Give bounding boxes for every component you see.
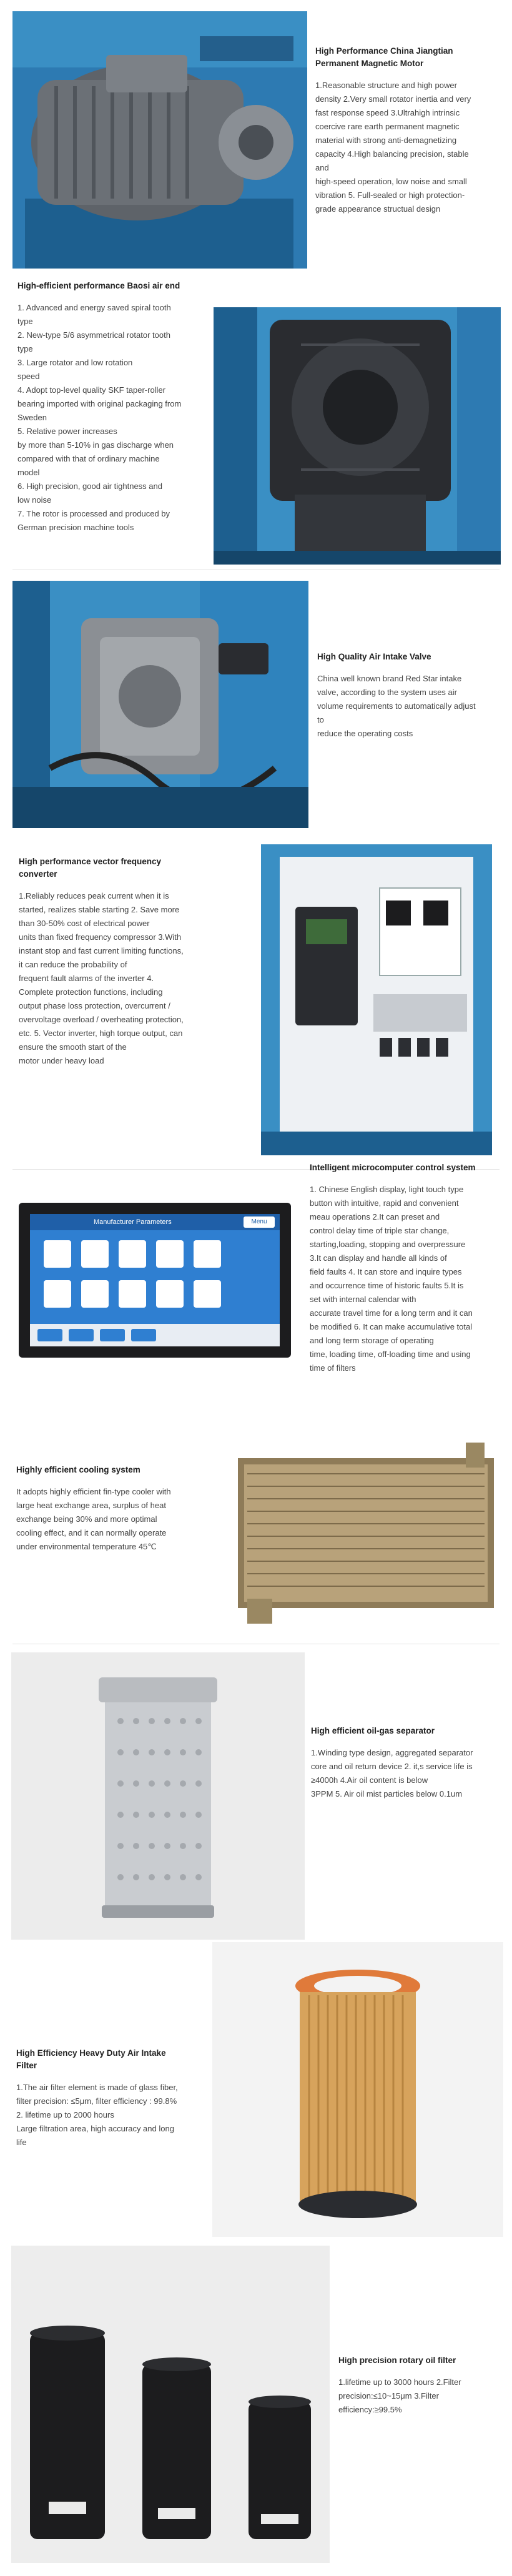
section-body	[317, 672, 505, 741]
body-line: button with intuitive, rapid and convenient	[310, 1198, 459, 1208]
body-line: German precision machine tools	[17, 523, 134, 532]
motor-text	[315, 45, 503, 216]
intake-valve-text	[317, 651, 505, 741]
body-line: 1.Reliably reduces peak current when it is	[19, 891, 169, 901]
section-body	[16, 1485, 222, 1554]
cooler-photo-icon	[229, 1436, 503, 1634]
section-title	[310, 1162, 503, 1174]
body-line: and occurrence time of historic faults 5.It is	[310, 1281, 464, 1290]
body-line: 1.Reasonable structure and high power	[315, 81, 457, 90]
title-line: Filter	[16, 2061, 37, 2070]
motor-photo-icon	[12, 11, 307, 269]
title-line: Highly efficient cooling system	[16, 1465, 140, 1474]
body-line: 5. Relative power increases	[17, 427, 117, 436]
screen-title: Manufacturer Parameters	[94, 1218, 172, 1226]
body-line: it can reduce the probability of	[19, 960, 127, 969]
body-line: field faults 4. It can store and inquire types	[310, 1267, 462, 1276]
title-line: Intelligent microcomputer control system	[310, 1163, 476, 1172]
body-line: 1. Chinese English display, light touch type	[310, 1185, 464, 1194]
title-line: converter	[19, 869, 57, 879]
body-line: compared with that of ordinary machine	[17, 454, 160, 463]
body-line: instant stop and fast current limiting functions,	[19, 946, 184, 955]
body-line: by more than 5-10% in gas discharge when	[17, 440, 174, 450]
body-line: capacity 4.High balancing precision, stable	[315, 149, 469, 159]
title-line: High-efficient performance Baosi air end	[17, 281, 180, 290]
body-line: life	[16, 2138, 27, 2147]
body-line: vibration 5. Full-sealed or high protection-	[315, 190, 465, 200]
body-line: output phase loss protection, overcurrent /	[19, 1001, 170, 1010]
body-line: type	[17, 317, 33, 326]
body-line: large heat exchange area, surplus of heat	[16, 1501, 166, 1510]
body-line: precision:≤10~15μm 3.Filter	[338, 2391, 439, 2401]
section-body	[311, 1746, 505, 1801]
section-motor	[0, 0, 512, 275]
body-line: 3.It can display and handle all kinds of	[310, 1253, 447, 1263]
body-line: ensure the smooth start of the	[19, 1042, 127, 1052]
cooler-text	[16, 1464, 222, 1554]
body-line: 3PPM 5. Air oil mist particles below 0.1um	[311, 1789, 463, 1799]
body-line: valve, according to the system uses air	[317, 688, 457, 697]
separator-text	[311, 1725, 505, 1801]
body-line: filter precision: ≤5μm, filter efficiency : 99.8%	[16, 2096, 177, 2106]
body-line: frequent fault alarms of the inverter 4.	[19, 974, 154, 983]
title-line: Permanent Magnetic Motor	[315, 59, 424, 68]
oil-filter-photo-icon	[11, 2246, 330, 2563]
body-line: units than fixed frequency compressor 3.With	[19, 932, 182, 942]
body-line: exchange being 30% and more optimal	[16, 1514, 157, 1524]
body-line: high-speed operation, low noise and small	[315, 177, 467, 186]
section-title	[315, 45, 503, 70]
body-line: 1.The air filter element is made of glass fiber,	[16, 2083, 178, 2092]
body-line: grade appearance structual design	[315, 204, 441, 214]
body-line: set with internal calendar with	[310, 1295, 416, 1304]
section-title	[16, 1464, 222, 1476]
section-body	[19, 889, 225, 1068]
body-line: 1.lifetime up to 3000 hours 2.Filter	[338, 2377, 461, 2387]
body-line: 4. Adopt top-level quality SKF taper-roller	[17, 385, 166, 395]
section-body	[16, 2081, 222, 2149]
section-title	[19, 856, 225, 881]
body-line: Sweden	[17, 413, 47, 422]
body-line: speed	[17, 372, 40, 381]
title-line: High Efficiency Heavy Duty Air Intake	[16, 2048, 166, 2058]
title-line: High precision rotary oil filter	[338, 2356, 456, 2365]
section-inverter	[0, 837, 512, 1174]
section-body	[338, 2376, 507, 2417]
section-air-filter	[0, 1942, 512, 2242]
air-end-photo-icon	[214, 307, 501, 565]
body-line: under environmental temperature 45℃	[16, 1542, 157, 1551]
screen-menu-button: Menu	[251, 1218, 267, 1225]
body-line: bearing imported with original packaging from	[17, 399, 182, 408]
section-controller	[0, 1163, 512, 1449]
body-line: fast response speed 3.Ultrahigh intrinsic	[315, 108, 460, 117]
body-line: core and oil return device 2. it,s service life is	[311, 1762, 473, 1771]
title-line: High efficient oil-gas separator	[311, 1726, 435, 1735]
inverter-text	[19, 856, 225, 1068]
body-line: overvoltage overload / overheating protection,	[19, 1015, 184, 1024]
inverter-cabinet-photo-icon	[261, 844, 492, 1155]
body-line: be modified 6. It can make accumulative total	[310, 1322, 473, 1331]
body-line: motor under heavy load	[19, 1056, 104, 1065]
body-line: control delay time of triple star change,	[310, 1226, 450, 1235]
oil-filter-text	[338, 2354, 507, 2417]
body-line: China well known brand Red Star intake	[317, 674, 462, 683]
section-intake-valve	[0, 575, 512, 837]
section-title	[338, 2354, 507, 2367]
body-line: time of filters	[310, 1363, 356, 1373]
body-line: 2. lifetime up to 2000 hours	[16, 2110, 114, 2120]
body-line: cooling effect, and it can normally operate	[16, 1528, 167, 1537]
body-line: ≥4000h 4.Air oil content is below	[311, 1775, 428, 1785]
body-line: volume requirements to automatically adjust	[317, 701, 476, 711]
body-line: 6. High precision, good air tightness and	[17, 481, 162, 491]
body-line: reduce the operating costs	[317, 729, 413, 738]
body-line: efficiency:≥99.5%	[338, 2405, 402, 2414]
body-line: and long term storage of operating	[310, 1336, 434, 1345]
body-line: It adopts highly efficient fin-type cooler with	[16, 1487, 171, 1496]
section-cooler	[0, 1436, 512, 1642]
section-title	[17, 280, 205, 292]
section-title	[311, 1725, 505, 1737]
section-body	[310, 1183, 503, 1375]
intake-valve-photo-icon	[12, 581, 308, 828]
body-line: 1.Winding type design, aggregated separator	[311, 1748, 473, 1757]
air-filter-text	[16, 2047, 222, 2149]
section-title	[317, 651, 505, 663]
body-line: Complete protection functions, including	[19, 987, 163, 997]
body-line: density 2.Very small rotator inertia and very	[315, 94, 471, 104]
section-body	[17, 301, 205, 535]
title-line: High Quality Air Intake Valve	[317, 652, 431, 661]
section-separator	[0, 1649, 512, 1942]
title-line: High Performance China Jiangtian	[315, 46, 453, 56]
body-line: 2. New-type 5/6 asymmetrical rotator tooth	[17, 330, 170, 340]
body-line: and	[315, 163, 329, 172]
body-line: etc. 5. Vector inverter, high torque output, can	[19, 1029, 183, 1038]
body-line: than 30-50% cost of electrical power	[19, 919, 150, 928]
air-intake-filter-photo-icon	[212, 1942, 503, 2237]
body-line: meau operations 2.It can preset and	[310, 1212, 440, 1221]
body-line: time, loading time, off-loading time and using	[310, 1350, 471, 1359]
body-line: 1. Advanced and energy saved spiral tooth	[17, 303, 171, 312]
body-line: accurate travel time for a long term and it can	[310, 1308, 473, 1318]
body-line: 7. The rotor is processed and produced by	[17, 509, 170, 518]
controller-text	[310, 1162, 503, 1375]
oil-gas-separator-photo-icon	[11, 1652, 305, 1940]
body-line: 3. Large rotator and low rotation	[17, 358, 133, 367]
body-line: to	[317, 715, 324, 724]
body-line: type	[17, 344, 33, 353]
section-oil-filter	[0, 2242, 512, 2576]
body-line: started, realizes stable starting 2. Save more	[19, 905, 180, 914]
touch-screen-photo-icon	[19, 1203, 291, 1358]
section-body	[315, 79, 503, 216]
air-end-text	[17, 280, 205, 535]
section-title	[16, 2047, 222, 2072]
body-line: coercive rare earth permanent magnetic	[315, 122, 460, 131]
body-line: Large filtration area, high accuracy and long	[16, 2124, 174, 2133]
body-line: low noise	[17, 495, 52, 505]
body-line: model	[17, 468, 40, 477]
title-line: High performance vector frequency	[19, 857, 162, 866]
body-line: material with strong anti-demagnetizing	[315, 136, 457, 145]
body-line: starting,loading, stopping and overpressure	[310, 1240, 466, 1249]
section-air-end	[0, 275, 512, 568]
